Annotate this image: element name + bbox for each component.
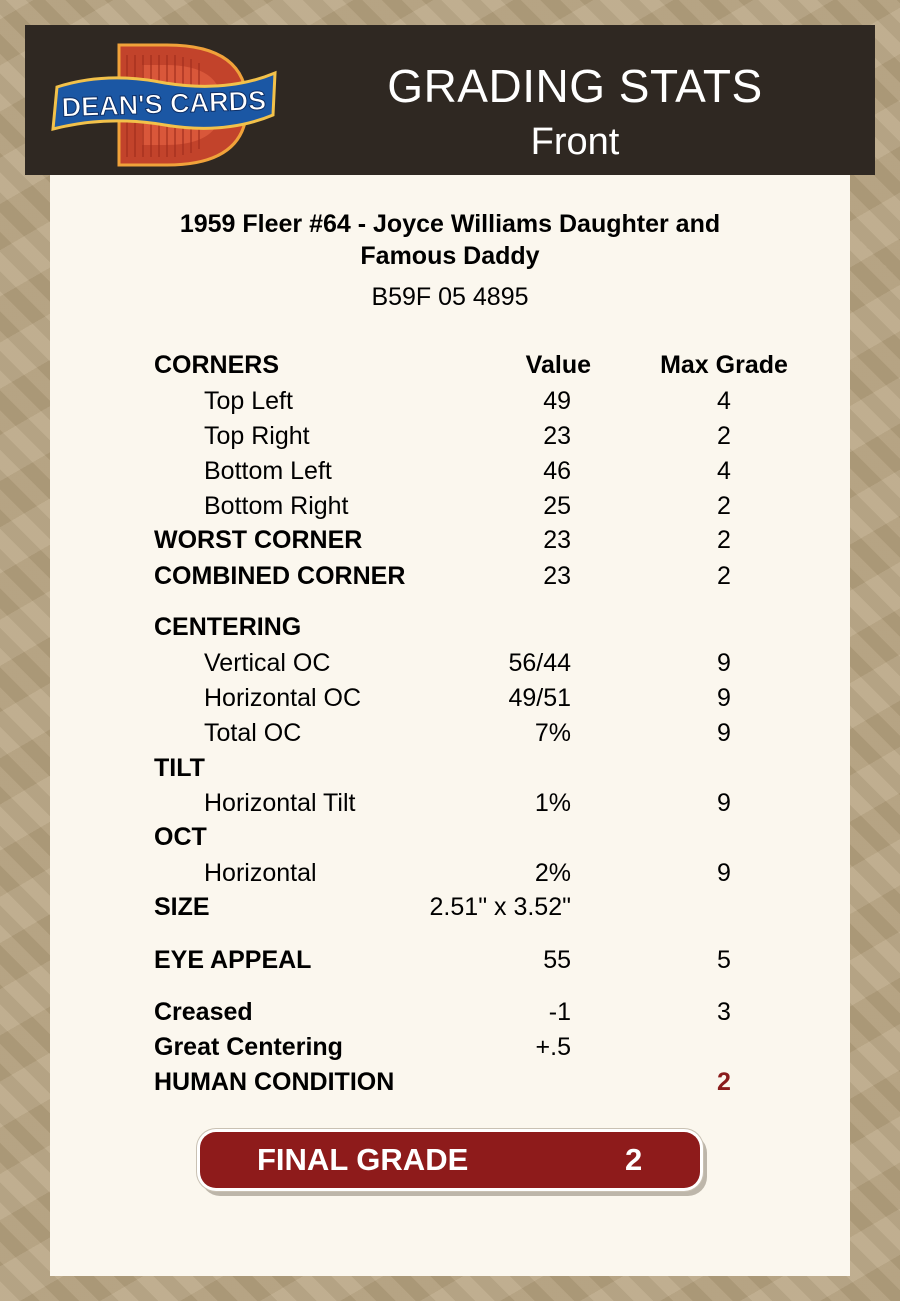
row-label: Horizontal bbox=[204, 859, 317, 887]
cert-number: B59F 05 4895 bbox=[371, 283, 529, 311]
row-value: 25 bbox=[543, 492, 571, 520]
table-row bbox=[50, 610, 850, 644]
row-value: 49/51 bbox=[508, 684, 571, 712]
row-value: 2.51" x 3.52" bbox=[429, 893, 571, 921]
deans-cards-logo bbox=[47, 37, 282, 167]
column-header-value: Value bbox=[525, 351, 591, 379]
row-label: Horizontal Tilt bbox=[204, 789, 356, 817]
table-row: CORNERS Value Max Grade bbox=[50, 348, 850, 382]
card-name: 1959 Fleer #64 - Joyce Williams Daughter and Famous Daddy bbox=[179, 210, 721, 270]
row-label: Vertical OC bbox=[204, 649, 331, 677]
row-label: Bottom Right bbox=[204, 492, 349, 520]
table-row bbox=[50, 890, 850, 924]
row-value: 7% bbox=[534, 719, 571, 747]
final-grade-label: FINAL GRADE bbox=[257, 1142, 469, 1177]
table-row: Bottom Left 46 4 bbox=[50, 454, 850, 488]
row-label: Creased bbox=[154, 998, 253, 1026]
row-label: TILT bbox=[154, 754, 205, 782]
table-row: Bottom Right 25 2 bbox=[50, 489, 850, 523]
row-label: Top Right bbox=[204, 422, 310, 450]
table-row: Total OC 7% 9 bbox=[50, 716, 850, 750]
row-value: -1 bbox=[548, 998, 571, 1026]
table-row: Top Left 49 4 bbox=[50, 384, 850, 418]
table-row: WORST CORNER 23 2 bbox=[50, 523, 850, 557]
row-label: COMBINED CORNER bbox=[154, 562, 406, 590]
row-value: 23 bbox=[543, 422, 571, 450]
table-row bbox=[50, 1030, 850, 1064]
table-row: Horizontal 2% 9 bbox=[50, 856, 850, 890]
row-label: Great Centering bbox=[154, 1033, 343, 1061]
row-value: 55 bbox=[543, 946, 571, 974]
final-grade-value: 2 bbox=[625, 1142, 643, 1177]
grading-panel bbox=[50, 175, 850, 1276]
row-value: +.5 bbox=[535, 1033, 571, 1061]
row-label: HUMAN CONDITION bbox=[154, 1068, 395, 1096]
page-title: GRADING STATS bbox=[387, 60, 763, 112]
table-row: HUMAN CONDITION 2 bbox=[50, 1065, 850, 1099]
final-grade-badge bbox=[200, 1132, 700, 1188]
row-value: 2% bbox=[534, 859, 571, 887]
row-label: Top Left bbox=[204, 387, 293, 415]
row-label: SIZE bbox=[154, 893, 210, 921]
row-label: EYE APPEAL bbox=[154, 946, 312, 974]
table-row: COMBINED CORNER 23 2 bbox=[50, 559, 850, 593]
table-row bbox=[50, 751, 850, 785]
row-value: 46 bbox=[543, 457, 571, 485]
row-value: 23 bbox=[543, 562, 571, 590]
row-value: 56/44 bbox=[508, 649, 571, 677]
row-label: Horizontal OC bbox=[204, 684, 361, 712]
table-row: Creased -1 3 bbox=[50, 995, 850, 1029]
header-bar bbox=[25, 25, 875, 175]
svg-text:DEAN'S CARDS: DEAN'S CARDS bbox=[61, 85, 267, 123]
row-label: Total OC bbox=[204, 719, 302, 747]
table-row: Vertical OC 56/44 9 bbox=[50, 646, 850, 680]
row-label: OCT bbox=[154, 823, 207, 851]
table-row: EYE APPEAL 55 5 bbox=[50, 943, 850, 977]
row-label: WORST CORNER bbox=[154, 526, 363, 554]
table-row: Horizontal Tilt 1% 9 bbox=[50, 786, 850, 820]
table-row: Top Right 23 2 bbox=[50, 419, 850, 453]
row-value: 1% bbox=[534, 789, 571, 817]
table-row: Horizontal OC 49/51 9 bbox=[50, 681, 850, 715]
row-label: CORNERS bbox=[154, 351, 280, 379]
page-subtitle: Front bbox=[530, 121, 620, 163]
table-row bbox=[50, 820, 850, 854]
row-label: Bottom Left bbox=[204, 457, 332, 485]
row-label: CENTERING bbox=[154, 613, 302, 641]
row-value: 23 bbox=[543, 526, 571, 554]
row-value: 49 bbox=[543, 387, 571, 415]
